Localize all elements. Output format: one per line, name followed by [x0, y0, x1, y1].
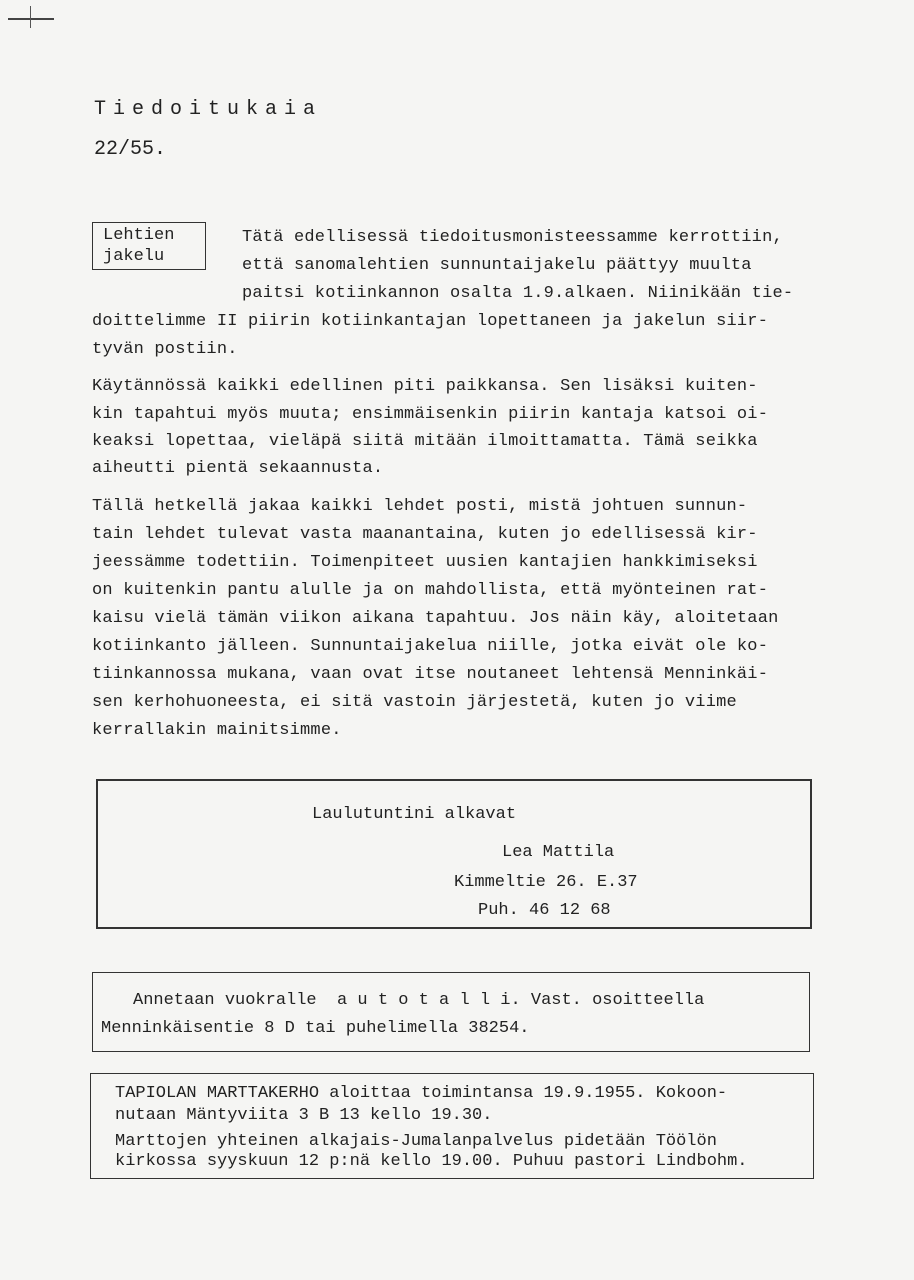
- martta-line4: kirkossa syyskuun 12 p:nä kello 19.00. Puhuu pastori Lindbohm.: [115, 1152, 748, 1171]
- lessons-address: Kimmeltie 26. E.37: [454, 873, 638, 892]
- para3-line6: kotiinkanto jälleen. Sunnuntaijakelua niille, jotka eivät ole ko-: [92, 637, 769, 656]
- para3-line4: on kuitenkin pantu alulle ja on mahdollista, että myönteinen rat-: [92, 581, 769, 600]
- section-label-line1: Lehtien: [103, 226, 175, 245]
- rent-line2: Menninkäisentie 8 D tai puhelimella 38254.: [101, 1019, 530, 1038]
- para1-line2: että sanomalehtien sunnuntaijakelu päättyy muulta: [242, 256, 752, 275]
- martta-line3: Marttojen yhteinen alkajais-Jumalanpalvelus pidetään Töölön: [115, 1132, 717, 1151]
- section-label-box: [92, 222, 206, 270]
- punch-mark: [8, 18, 54, 20]
- martta-line1: TAPIOLAN MARTTAKERHO aloittaa toimintansa 19.9.1955. Kokoon-: [115, 1084, 728, 1103]
- para3-line3: jeessämme todettiin. Toimenpiteet uusien kantajien hankkimiseksi: [92, 553, 758, 572]
- para3-line8: sen kerhohuoneesta, ei sitä vastoin järjestetä, kuten jo viime: [92, 693, 737, 712]
- notice-garage-rent: [92, 972, 810, 1052]
- page-title: Tiedoitukaia: [94, 98, 323, 121]
- lessons-name: Lea Mattila: [502, 843, 615, 862]
- martta-line2: nutaan Mäntyviita 3 B 13 kello 19.30.: [115, 1106, 493, 1125]
- para1-line4: doittelimme II piirin kotiinkantajan lopettaneen ja jakelun siir-: [92, 312, 769, 331]
- issue-number: 22/55.: [94, 138, 167, 161]
- para2-line2: kin tapahtui myös muuta; ensimmäisenkin piirin kantaja katsoi oi-: [92, 405, 769, 424]
- section-label-line2: jakelu: [103, 247, 165, 266]
- lessons-heading: Laulutuntini alkavat: [312, 805, 517, 824]
- notice-martta-club: [90, 1073, 814, 1179]
- punch-tick: [30, 6, 31, 28]
- para3-line5: kaisu vielä tämän viikon aikana tapahtuu. Jos näin käy, aloitetaan: [92, 609, 779, 628]
- para3-line7: tiinkannossa mukana, vaan ovat itse noutaneet lehtensä Menninkäi-: [92, 665, 769, 684]
- para1-line1: Tätä edellisessä tiedoitusmonisteessamme kerrottiin,: [242, 228, 783, 247]
- para2-line1: Käytännössä kaikki edellinen piti paikkansa. Sen lisäksi kuiten-: [92, 377, 758, 396]
- para3-line2: tain lehdet tulevat vasta maanantaina, kuten jo edellisessä kir-: [92, 525, 758, 544]
- rent-line1: Annetaan vuokralle a u t o t a l l i. Vast. osoitteella: [133, 991, 705, 1010]
- para2-line3: keaksi lopettaa, vieläpä siitä mitään ilmoittamatta. Tämä seikka: [92, 432, 758, 451]
- lessons-phone: Puh. 46 12 68: [478, 901, 611, 920]
- para1-line5: tyvän postiin.: [92, 340, 238, 359]
- para3-line1: Tällä hetkellä jakaa kaikki lehdet posti, mistä johtuen sunnun-: [92, 497, 748, 516]
- para3-line9: kerrallakin mainitsimme.: [92, 721, 342, 740]
- para2-line4: aiheutti pientä sekaannusta.: [92, 459, 384, 478]
- para1-line3: paitsi kotiinkannon osalta 1.9.alkaen. Niinikään tie-: [242, 284, 794, 303]
- notice-singing-lessons: [96, 779, 812, 929]
